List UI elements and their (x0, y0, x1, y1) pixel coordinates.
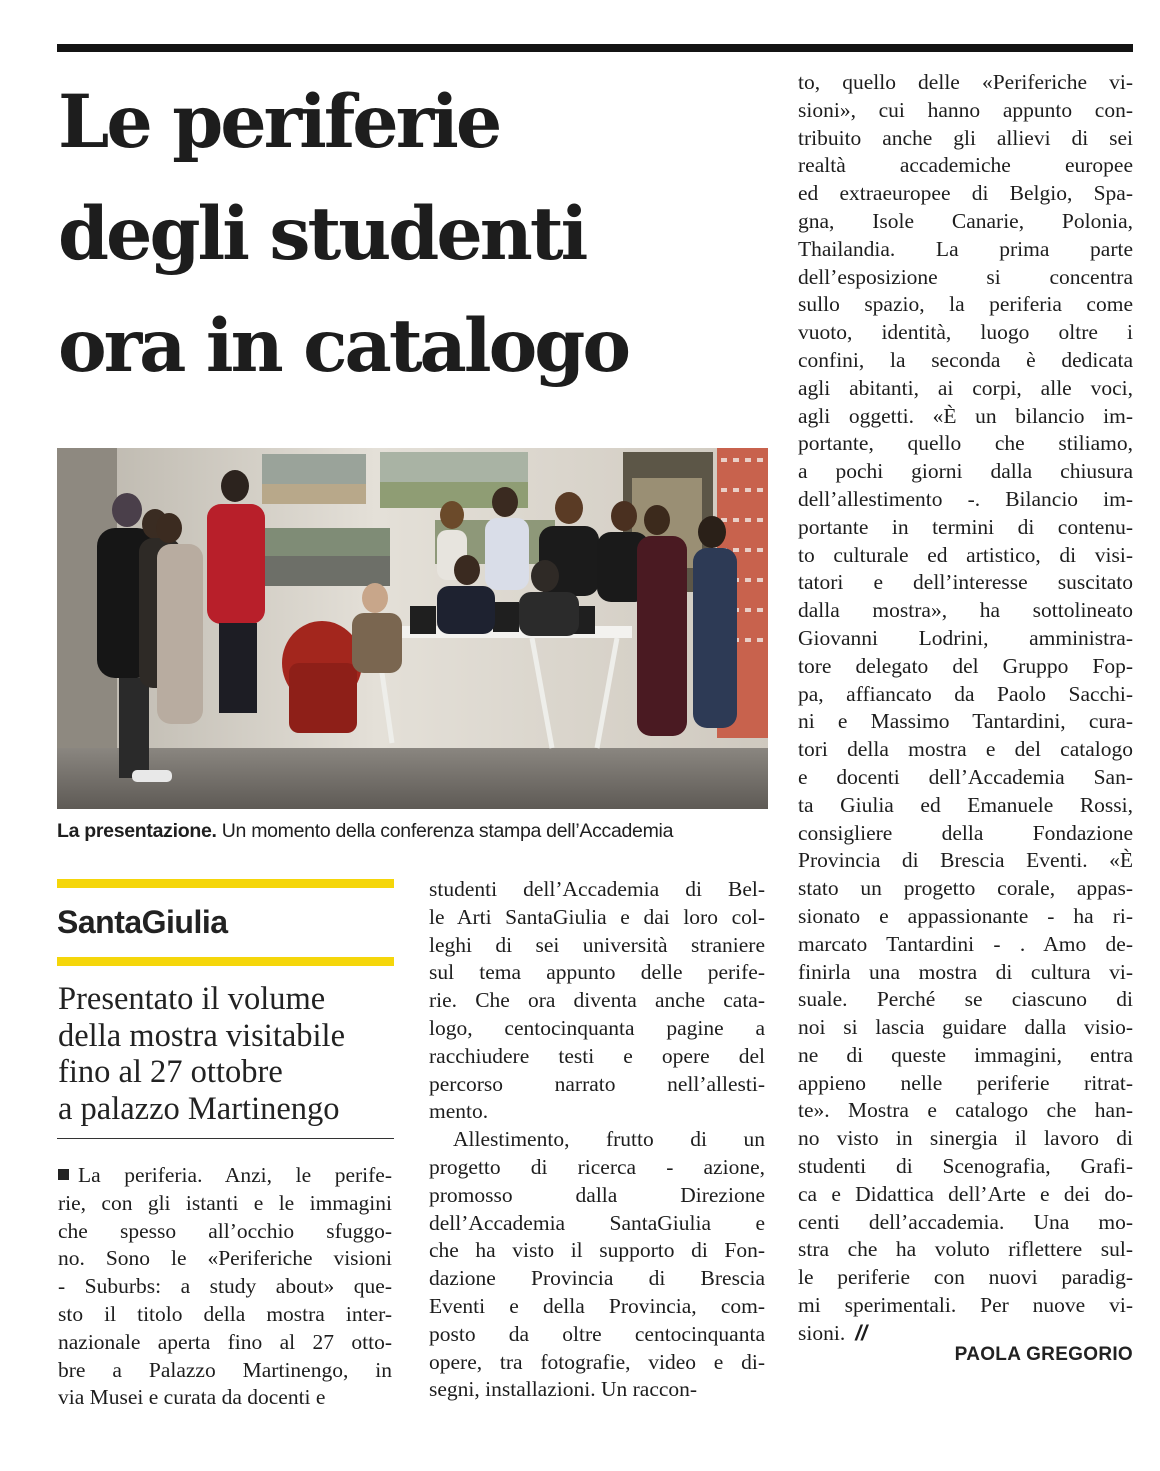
text-line-content: Provincia di Brescia Eventi. «È (798, 848, 1133, 873)
text-line-content: racchiudere testi e opere del (429, 1043, 765, 1068)
text-line-content: realtà accademiche europee (798, 153, 1133, 178)
text-line-content: finirla una mostra di cultura vi- (798, 959, 1133, 984)
text-line-content: progetto di ricerca - azione, (429, 1154, 765, 1179)
text-line-content: agli abitanti, ai corpi, alle voci, (798, 375, 1133, 400)
text-line (58, 1301, 392, 1329)
text-line (798, 986, 1133, 1014)
text-line-content: studenti di Scenografia, Grafi- (798, 1154, 1133, 1179)
text-line (798, 625, 1133, 653)
text-line (798, 959, 1133, 987)
text-line (798, 458, 1133, 486)
text-line-content: noi si lascia guidare dalla visio- (798, 1015, 1133, 1040)
text-line (798, 653, 1133, 681)
text-line-content: stato un progetto corale, appas- (798, 876, 1133, 901)
text-line (798, 764, 1133, 792)
article-column-1 (58, 1162, 392, 1412)
text-line (429, 1376, 765, 1404)
text-line-content: marcato Tantardini - . Amo de- (798, 931, 1133, 956)
text-line-content: sullo spazio, la periferia come (798, 292, 1133, 317)
text-line-content: ta Giulia ed Emanuele Rossi, (798, 792, 1133, 817)
text-line (58, 1190, 392, 1218)
text-line-content: Allestimento, frutto di un (453, 1127, 765, 1152)
text-line-content: portante, quello che stiliamo, (798, 431, 1133, 456)
text-line (798, 1236, 1133, 1264)
text-line (429, 1182, 765, 1210)
text-line (58, 1273, 392, 1301)
text-line-content: mi sperimentali. Per nuove vi- (798, 1293, 1133, 1318)
subheadline-line: fino al 27 ottobre (58, 1054, 283, 1090)
text-line-content: le periferie con nuovi paradig- (798, 1265, 1133, 1290)
text-line-content: leghi di sei università straniere (429, 932, 765, 957)
text-line-content: ed extraeuropee di Belgio, Spa- (798, 181, 1133, 206)
text-line (798, 514, 1133, 542)
text-line (429, 987, 765, 1015)
headline (58, 66, 758, 402)
text-line (429, 1349, 765, 1377)
text-line (798, 1209, 1133, 1237)
text-line-content: sionato e appassionante - ha ri- (798, 903, 1133, 928)
text-line-content: pa, affiancato da Paolo Sacchi- (798, 681, 1133, 706)
text-line-content: gna, Isole Canarie, Polonia, (798, 208, 1133, 233)
text-line (798, 1014, 1133, 1042)
text-line (798, 236, 1133, 264)
text-line-content: - Suburbs: a study about» que- (58, 1274, 392, 1299)
text-line (798, 1181, 1133, 1209)
text-line-content: posto da oltre centocinquanta (429, 1321, 765, 1346)
text-line-content: rie, con gli istanti e le immagini (58, 1190, 392, 1215)
text-line (429, 1210, 765, 1238)
end-mark: // (855, 1320, 868, 1345)
text-line-content: sul tema appunto delle perife- (429, 960, 765, 985)
text-line (58, 1245, 392, 1273)
text-line (429, 876, 765, 904)
text-line (798, 291, 1133, 319)
text-line (798, 430, 1133, 458)
text-line (798, 931, 1133, 959)
text-line-content: to, quello delle «Periferiche vi- (798, 70, 1133, 94)
text-line (429, 904, 765, 932)
text-line-content: via Musei e curata da docenti e (58, 1385, 326, 1410)
text-line (798, 403, 1133, 431)
text-line-content: mento. (429, 1099, 489, 1124)
headline-line: degli studenti (58, 191, 586, 277)
text-line (798, 1125, 1133, 1153)
text-line-content: no. Sono le «Periferiche visioni (58, 1246, 392, 1271)
text-line (798, 69, 1133, 97)
text-line (429, 1265, 765, 1293)
text-line-content: ni e Massimo Tantardini, cura- (798, 709, 1133, 734)
text-line (58, 1218, 392, 1246)
kicker-top-bar (57, 879, 394, 888)
subheadline-line: della mostra visitabile (58, 1017, 346, 1054)
headline-line: ora in catalogo (58, 303, 629, 389)
text-line (798, 97, 1133, 125)
text-line-content: a pochi giorni dalla chiusura (798, 459, 1133, 484)
text-line-content: dell’esposizione si concentra (798, 264, 1133, 289)
text-line-content: dazione Provincia di Brescia (429, 1266, 765, 1291)
text-line (798, 208, 1133, 236)
text-line (798, 1153, 1133, 1181)
text-line-content: opere, tra fotografie, video e di- (429, 1349, 765, 1374)
text-line-content: confini, la seconda è dedicata (798, 347, 1133, 372)
press-conference-photo (57, 448, 768, 809)
text-line (58, 1384, 392, 1412)
text-line-content: consigliere della Fondazione (798, 820, 1133, 845)
text-line-content: tore delegato del Gruppo Fop- (798, 653, 1133, 678)
section-kicker: SantaGiulia (57, 904, 228, 940)
text-line-content: no visto in sinergia il lavoro di (798, 1126, 1133, 1151)
text-line-content: nazionale aperta fino al 27 otto- (58, 1329, 392, 1354)
text-line-content: segni, installazioni. Un raccon- (429, 1377, 698, 1402)
text-line-content: La periferia. Anzi, le perife- (78, 1163, 392, 1187)
text-line-content: ca e Didattica dell’Arte e dei do- (798, 1181, 1133, 1206)
text-line-content: che spesso all’occhio sfuggo- (58, 1218, 392, 1243)
text-line (798, 347, 1133, 375)
text-line (798, 319, 1133, 347)
text-line (798, 820, 1133, 848)
text-line (429, 1098, 765, 1126)
subhead-rule (57, 1138, 394, 1139)
text-line-content: Giovanni Lodrini, amministra- (798, 625, 1133, 650)
text-line-content: stra che ha voluto riflettere sul- (798, 1237, 1133, 1262)
text-line (798, 375, 1133, 403)
text-line-content: studenti dell’Accademia di Bel- (429, 877, 765, 901)
text-line-content: bre a Palazzo Martinengo, in (58, 1357, 392, 1382)
text-line (429, 1071, 765, 1099)
text-line-content: tori della mostra e del catalogo (798, 737, 1133, 762)
photo-caption (57, 818, 768, 844)
text-line-content: to culturale ed artistico, di visi- (798, 542, 1133, 567)
text-line (798, 180, 1133, 208)
text-line (798, 152, 1133, 180)
text-line-content: vuoto, identità, luogo oltre i (798, 320, 1133, 345)
text-line (798, 125, 1133, 153)
text-line-content: rie. Che ora diventa anche cata- (429, 988, 765, 1013)
text-line (798, 708, 1133, 736)
text-line-content: percorso narrato nell’allesti- (429, 1071, 765, 1096)
text-line-content: agli oggetti. «È un bilancio im- (798, 403, 1133, 428)
text-line (429, 1043, 765, 1071)
caption-label: La presentazione. (57, 820, 217, 842)
text-line-content: suale. Perché se ciascuno di (798, 987, 1133, 1012)
text-line-content: centi dell’accademia. Una mo- (798, 1209, 1133, 1234)
subheadline-line: a palazzo Martinengo (58, 1090, 340, 1127)
subheadline-line: Presentato il volume (58, 981, 326, 1017)
text-line-content: portante in termini di contenu- (798, 514, 1133, 539)
text-line (429, 932, 765, 960)
text-line (798, 569, 1133, 597)
text-line (58, 1329, 392, 1357)
headline-line: Le periferie (58, 79, 500, 165)
text-line-content: e docenti dell’Accademia San- (798, 764, 1133, 789)
text-line (798, 1070, 1133, 1098)
text-line (798, 875, 1133, 903)
text-line (798, 1292, 1133, 1320)
article-column-3 (798, 69, 1133, 1348)
text-line (798, 681, 1133, 709)
text-line (429, 1126, 765, 1154)
text-line (58, 1357, 392, 1385)
text-line-content: logo, centocinquanta pagine a (429, 1015, 765, 1040)
text-line (798, 792, 1133, 820)
text-line-content: sioni», cui hanno appunto con- (798, 97, 1133, 122)
text-line (798, 1042, 1133, 1070)
text-line-content: sioni. (798, 1320, 846, 1345)
text-line (798, 542, 1133, 570)
text-line-content: sto il titolo della mostra inter- (58, 1301, 392, 1326)
square-bullet-icon (58, 1169, 69, 1180)
text-line-content: dell’allestimento -. Bilancio im- (798, 486, 1133, 511)
text-line-content: te». Mostra e catalogo che han- (798, 1098, 1133, 1123)
text-line-content: le Arti SantaGiulia e dai loro col- (429, 904, 765, 929)
kicker-bottom-bar (57, 957, 394, 966)
text-line (429, 959, 765, 987)
text-line (429, 1293, 765, 1321)
caption-text: Un momento della conferenza stampa dell’Accademia (216, 820, 674, 842)
text-line (429, 1321, 765, 1349)
article-column-2 (429, 876, 765, 1404)
text-line (429, 1237, 765, 1265)
text-line (798, 597, 1133, 625)
text-line (798, 486, 1133, 514)
text-line-content: promosso dalla Direzione (429, 1182, 765, 1207)
text-line-content: dalla mostra», ha sottolineato (798, 598, 1133, 623)
text-line (798, 1097, 1133, 1125)
text-line-content: ne di queste immagini, entra (798, 1042, 1133, 1067)
text-line-content: Thailandia. La prima parte (798, 236, 1133, 261)
text-line (798, 264, 1133, 292)
text-line (58, 1162, 392, 1190)
text-line (798, 903, 1133, 931)
top-rule (57, 44, 1133, 52)
subheadline (58, 981, 398, 1127)
text-line (798, 736, 1133, 764)
text-line (429, 1154, 765, 1182)
text-line (429, 1015, 765, 1043)
text-line-content: appieno nelle periferie ritrat- (798, 1070, 1133, 1095)
text-line-content: Eventi e della Provincia, com- (429, 1293, 765, 1318)
text-line-content: che ha visto il supporto di Fon- (429, 1238, 765, 1263)
text-line (798, 1264, 1133, 1292)
text-line-content: tribuito anche gli allievi di sei (798, 125, 1133, 150)
author-byline: PAOLA GREGORIO (954, 1344, 1133, 1365)
text-line-content: dell’Accademia SantaGiulia e (429, 1210, 765, 1235)
text-line-content: tatori e dell’interesse suscitato (798, 570, 1133, 595)
text-line (798, 847, 1133, 875)
